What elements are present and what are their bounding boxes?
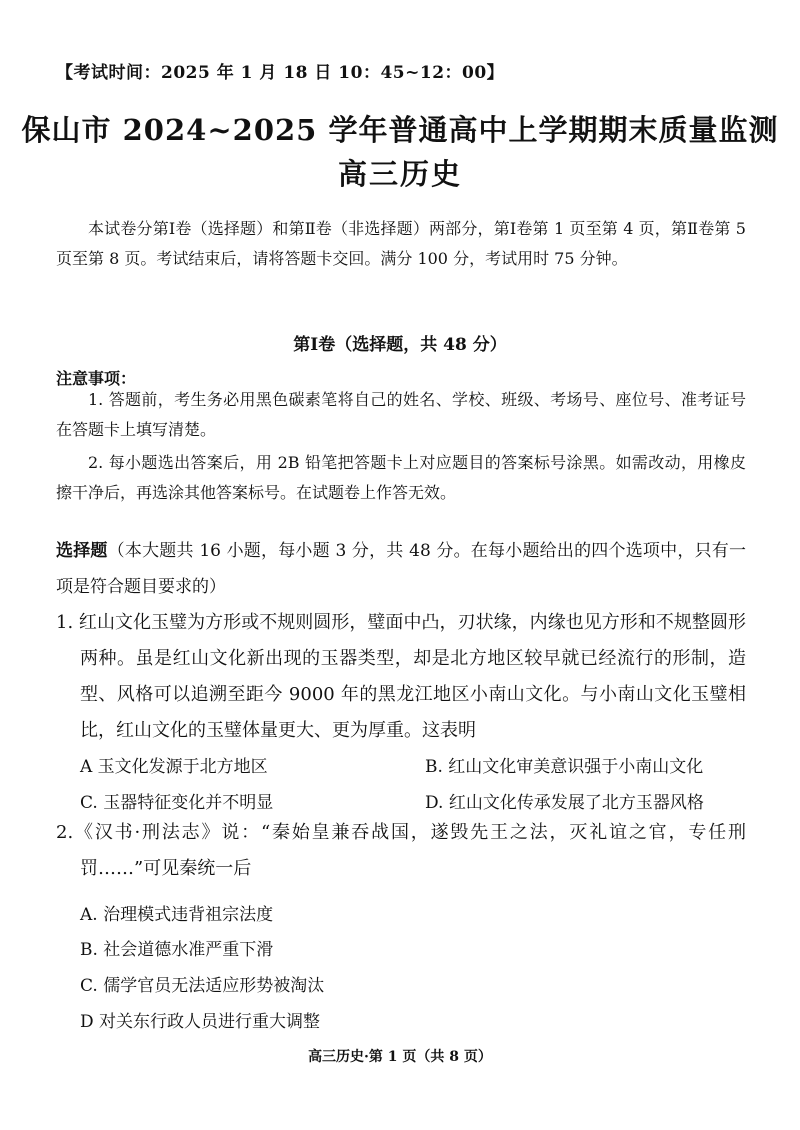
notice-item: 2. 每小题选出答案后，用 2B 铅笔把答题卡上对应题目的答案标号涂黑。如需改动，用橡皮擦干净后，再选涂其他答案标号。在试题卷上作答无效。 bbox=[56, 453, 746, 502]
page-subtitle: 高三历史 bbox=[337, 157, 462, 191]
option-a: A. 治理模式违背祖宗法度 bbox=[80, 905, 274, 925]
option-b: B. 红山文化审美意识强于小南山文化 bbox=[425, 757, 704, 777]
option-c: C. 玉器特征变化并不明显 bbox=[80, 793, 274, 813]
exam-time: 【考试时间：2025 年 1 月 18 日 10：45~12：00】 bbox=[56, 63, 505, 83]
choice-label: 选择题 bbox=[56, 541, 108, 561]
option-a: A 玉文化发源于北方地区 bbox=[80, 757, 268, 777]
question-stem: 2.《汉书·刑法志》说：“秦始皇兼吞战国，遂毁先王之法，灭礼谊之官，专任刑罚……”可见秦统一后 bbox=[56, 822, 746, 879]
option-d: D 对关东行政人员进行重大调整 bbox=[80, 1012, 321, 1032]
question-stem: 1. 红山文化玉璧为方形或不规则圆形，璧面中凸，刃状缘，内缘也见方形和不规整圆形两种。虽是红山文化新出现的玉器类型，却是北方地区较早就已经流行的形制，造型、风格可以追溯至距今 9000 年的黑龙江地区小南山文化。与小南山文化玉璧相比，红山文化的玉璧体量更大、更为厚重。这表明 bbox=[56, 612, 746, 741]
option-b: B. 社会道德水准严重下滑 bbox=[80, 940, 274, 960]
option-d: D. 红山文化传承发展了北方玉器风格 bbox=[425, 793, 704, 813]
option-c: C. 儒学官员无法适应形势被淘汰 bbox=[80, 976, 325, 996]
notice-item: 1. 答题前，考生务必用黑色碳素笔将自己的姓名、学校、班级、考场号、座位号、准考证号在答题卡上填写清楚。 bbox=[56, 390, 746, 439]
section-title: 第Ⅰ卷（选择题，共 48 分） bbox=[293, 335, 507, 355]
question-1 bbox=[56, 605, 746, 749]
question-2 bbox=[56, 815, 746, 887]
choice-intro-text: （本大题共 16 小题，每小题 3 分，共 48 分。在每小题给出的四个选项中，只有一项是符合题目要求的） bbox=[56, 541, 746, 597]
notice-heading: 注意事项： bbox=[56, 369, 137, 388]
choice-instructions bbox=[56, 533, 746, 605]
page-footer: 高三历史·第 1 页（共 8 页） bbox=[308, 1049, 492, 1065]
page-title: 保山市 2024~2025 学年普通高中上学期期末质量监测 bbox=[21, 113, 779, 147]
intro-paragraph: 本试卷分第Ⅰ卷（选择题）和第Ⅱ卷（非选择题）两部分，第Ⅰ卷第 1 页至第 4 页，第Ⅱ卷第 5 页至第 8 页。考试结束后，请将答题卡交回。满分 100 分，考试用时 75 分钟。 bbox=[56, 219, 746, 268]
